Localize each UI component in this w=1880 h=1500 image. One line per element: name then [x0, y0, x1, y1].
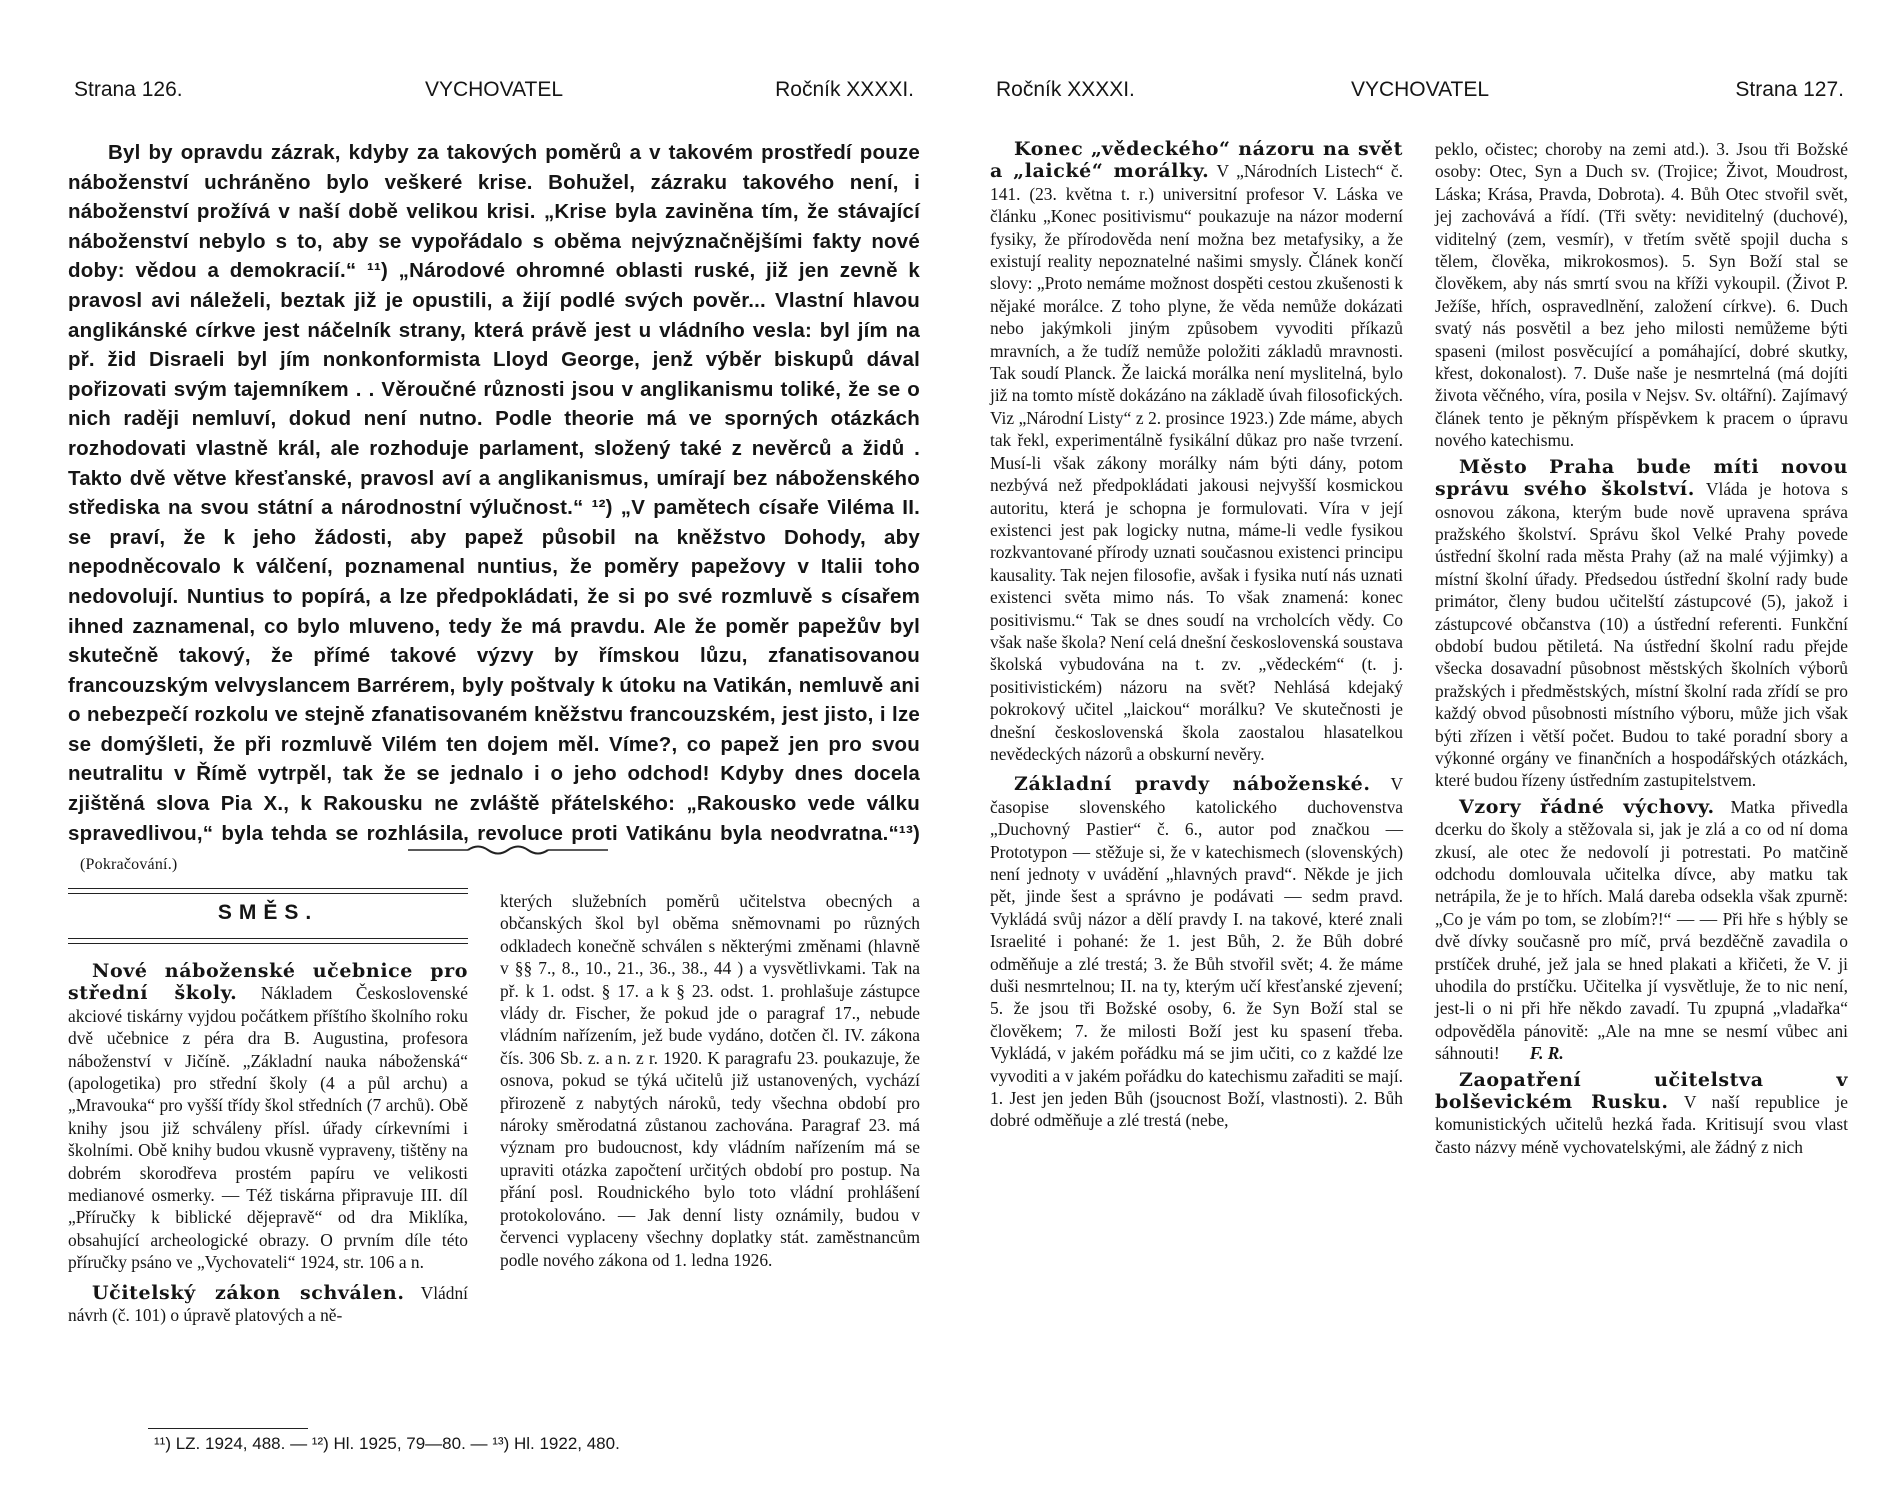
left-page-header [68, 78, 920, 106]
article-body: Vládní návrh (č. 101) o úpravě platových a ně- [68, 1282, 468, 1326]
article-title: Základní pravdy náboženské. [1014, 773, 1371, 796]
article-title: Učitelský zákon schválen. [92, 1281, 405, 1304]
article-body: Vláda je hotova s osnovou zákona, kterým bude nově upravena správa pražského školství. Správu škol Velké Prahy povede ústřední školní rada města Prahy (až na malé výjimky) a místní školní úřady. Předsedou ústřední školní rady bude primátor, členy budou učitelští zástupcové (5), jakož i zástupcové občanstva (10) a ústřední referenti. Funkční období budou pětiletá. Na ústřední školní radu přejde všecka dosavadní působnost městských školních výborů pražských i předměstských, místní školní rada zřídí se pro každý obvod působnosti místního výboru, může jich však býti zřízen i větší počet. Budou to také poradní sbory a výkonné orgány ve finančních a hospodářských otázkách, které budou řízeny ústředním zastupitelstvem. [1435, 479, 1849, 791]
article-title: Vzory řádné výchovy. [1459, 795, 1715, 818]
left-page-number: Strana 126. [74, 78, 183, 101]
intro-paragraph: Byl by opravdu zázrak, kdyby za takových poměrů a v takovém prostředí pouze náboženství uchráněno bylo veškeré krise. Bohužel, zázraku takového není, i náboženství prožívá v naší době velikou krisi. „Krise byla zaviněna tím, že stávající náboženství nebylo s to, aby se vypořádalo s oběma nejvýznačnějšími fakty nové doby: vědou a demokracií.“ ¹¹) „Národové ohromné oblasti ruské, již jen zevně k pravosl avi náleželi, beztak již je opustili, a žijí podlé svých pověr... Vlastní hlavou anglikánské církve jest náčelník strany, která právě jest u vládního vesla: byl jím na př. žid Disraeli byl jím nonkonformista Lloyd George, jenž výběr biskupů dával pořizovati svým tajemníkem . . Věroučné různosti jsou v anglikanismu toliké, že se o nich raději nemluví, dokud není nutno. Podle theorie má ve sporných otázkách rozhodovati vlastně král, ale rozhoduje parlament, složený také z nevěrců a židů . Takto dvě větve křesťanské, pravosl aví a anglikanismus, umírají bez náboženského střediska na svou státní a národnostní výlučnost.“ ¹²) „V pamětech císaře Viléma II. se praví, že k jeho žádosti, aby papež působil na kněžstvo Dohody, aby nepodněcovalo k válčení, poznamenal nuntius, že poměry papežovy v Italii toho nedovolují. Nuntius to popírá, a lze předpokládati, že si po své rozmluvě s císařem ihned zaznamenal, co bylo mluveno, tedy že má pravdu. Ale že poměr papežův byl skutečně takový, že přímé takové výzvy by římskou lůzu, zfanatisovanou francouzským velvyslancem Barrérem, byly poštvaly k útoku na Vatikán, nemluvě ani o nebezpečí rozkolu ve stejně zfanatisovaném kněžstvu francouzském, jest jisto, i lze se domýšleti, že při rozmluvě Vilém ten dojem měl. Víme?, co papež jen pro svou neutralitu v Římě vytrpěl, tak že se jednalo i o jeho odchod! Kdyby dnes docela zjištěná slova Pia X., k Rakousku ne zvláště přátelského: „Rakousko vede válku spravedlivou,“ byla tehda se rozhlásila, revoluce proti Vatikánu byla neodvratna.“¹³) [68, 141, 920, 845]
article-title: Konec „vědeckého“ názoru na svět a „laické“ morálky. [990, 138, 1403, 183]
right-page-number: Strana 127. [1735, 78, 1844, 101]
article-title: Město Praha bude míti novou správu svého školství. [1435, 455, 1848, 501]
article-title: Zaopatření učitelstva v bolševickém Rusku. [1435, 1068, 1848, 1114]
section-rule-top [68, 888, 468, 894]
right-page-header [990, 78, 1850, 106]
right-volume: Ročník XXXXI. [996, 78, 1135, 101]
right-column-2 [1435, 138, 1848, 1158]
article-body: V časopise slovenského katolického duchovenstva „Duchovný Pastier“ č. 6., autor pod značkou — Prototypon — stěžuje si, že v katechismech (slovenských) není jednoty v uvádění „hlavných pravd“. Někde je jich pět, jinde šest a správno je podávati — sedm pravd. Vykládá svůj názor a dělí pravdy I. na takové, které znali Israelité i pohané: že 1. jest Bůh, 2. že Bůh dobré odměňuje a zlé trestá; 3. že Bůh stvořil svět; 4. že máme duši nesmrtelnou; II. na ty, kterým učí křesťanské zjevení; 5. že jsou tři Božské osoby, 6. že Syn Boží stal se člověkem; 7. že milosti Boží jest ku spasení třeba. Vykládá, v jakém pořádku má se jim učiti, co z každé lze vyvoditi a v jakém pořádku do katechismu zařaditi se mají. 1. Jest jen jeden Bůh (jsoucnost Boží, vlastnosti). 2. Bůh dobré odměňuje a zlé trestá (nebe, [990, 774, 1403, 1131]
article-body: Matka přivedla dcerku do školy a stěžovala si, jak je zlá a co od ní doma zkusí, ale otec že nedovolí ji potrestati. Po matčině odchodu domlouvala učitelka dívce, aby matku tak netrápila, že je to hřích. Malá dareba odsekla však zpurně: „Co je vám po tom, se zlobím?!“ — — Při hře s hýbly se dvě dívky současně pro míč, prvá bezděčně zavadila o prstíček druhé, jež jala se hned plakati a křičeti, že V. ji uhodila do prstíčku. Učitelka jí vysvětluje, že to nic není, jest-li o ni při hře někdo zavadí. Tu zpupná „vladařka“ odpověděla pánovitě: „Ale na mne se nesmí vůbec ani sáhnouti! [1435, 796, 1848, 1064]
right-column-1 [990, 138, 1403, 1132]
article-body: V naší republice je komunistických učitelů hezká řada. Kritisují svou vlast často názvy méně vychovatelskými, ale žádný z nich [1435, 1092, 1848, 1157]
intro-paragraph-block [68, 138, 920, 880]
continuation-note: (Pokračování.) [80, 856, 178, 874]
article-body-continued: kterých služebních poměrů učitelstva obecných a občanských škol byl oběma sněmovnami po různých odkladech konečně schválen s některými změnami (hlavně v §§ 7., 8., 10., 21., 36., 38., 44 ) a vysvětlivkami. Tak na př. k 1. odst. § 17. a k § 23. odst. 1. prohlašuje zástupce vlády dr. Fischer, že pokud jde o paragraf 17., nebude vládním nařízením, jež bude vydáno, dotčen čl. IV. zákona čís. 306 Sb. z. a n. z r. 1920. K paragrafu 23. poukazuje, že osnova, pokud se týká učitelů již ustanovených, vychází přirozeně z nabytých nároků, tedy všechna období pro nároky směrodatná zůstanou zachována. Paragraf 23. má význam pro budoucnost, kdy vládním nařízením má se upraviti otázka započtení určitých období pro postup. Na přání posl. Roudnického bylo toto vládní prohlášení protokolováno. — Jak denní listy oznámily, budou v červenci vyplaceny všechny doplatky stát. zaměstnancům podle nového zákona od 1. ledna 1926. [500, 891, 920, 1270]
right-page [990, 0, 1850, 1500]
section-title: SMĚS. [217, 901, 319, 924]
right-journal-title: VYCHOVATEL [1350, 78, 1490, 101]
left-volume: Ročník XXXXI. [775, 78, 914, 101]
article-signature: F. R. [1529, 1043, 1564, 1064]
article-body: Nákladem Československé akciové tiskárny vyjdou počátkem příštího školního roku dvě učebnice z péra dra B. Augustina, profesora náboženství v Jičíně. „Základní nauka náboženská“ (apologetika) pro střední školy (4 a půl archu) a „Mravouka“ pro vyšší třídy škol středních (7 archů). Obě knihy jsou již schváleny přísl. úřady církevními i školními. Obě knihy budou vkusně vypraveny, tištěny na dobrém skorodřeva prostém papíru ve velikosti medianové osmerky. — Též tiskárna připravuje III. díl „Příručky k biblické dějepravě“ od dra Miklíka, obsahující archeologické obrazy. O prvním díle této příručky psáno ve „Vychovateli“ 1924, str. 106 a n. [68, 983, 468, 1273]
left-journal-title: VYCHOVATEL [424, 78, 564, 101]
article-title: Nové náboženské učebnice pro střední školy. [68, 960, 468, 1005]
footnote-rule [148, 1428, 308, 1429]
footnotes: ¹¹) LZ. 1924, 488. — ¹²) Hl. 1925, 79—80. — ¹³) Hl. 1922, 480. [154, 1434, 620, 1453]
left-page [68, 0, 920, 1500]
ornament-divider [408, 843, 608, 857]
left-column-1 [68, 960, 468, 1327]
article-body: V „Národních Listech“ č. 141. (23. května t. r.) universitní profesor V. Láska ve článku „Konec positivismu“ poukazuje na názor moderní fysiky, že přírodověda není možna bez metafysiky, a že existují reality nepoznatelné našimi smysly. Článek končí slovy: „Proto nemáme možnost dospěti cestou zkušenosti k nějaké morálce. Z toho plyne, že věda nemůže dokázati nebo jakýmkoli jiným způsobem vyvoditi příkazů mravních, a že tudíž nemůže položiti základů mravnosti. Tak soudí Planck. Že laická morálka není myslitelná, bylo již na tomto místě dokázáno na základě úvah filosofických. Viz „Národní Listy“ z 2. prosince 1923.) Zde máme, abych tak řekl, experimentálně fysikální důkaz pro naše tvrzení. Musí-li však zákony morálky nám býti dány, potom nezbývá než předpokládati jakousi nejvyšší kosmickou autoritu, která je schopna je formulovati. Víra v její existenci jest pak logicky nutna, máme-li vedle fysikou rozkvantované přírody uznati současnou existenci principu kausality. Tak nejen filosofie, avšak i fysika nutí nás uznati existenci světa mimo nás. To však znamená: konec positivismu.“ Tak se dnes soudí na vrcholcích vědy. Co však naše škola? Není celá dnešní československá soustava školská vybudována na t. zv. „vědeckém“ (t. j. positivistickém) názoru na svět? Nehlásá kdejaký pokrokový učitel „laickou“ morálku? Ve skutečnosti je dnešní československá škola zaostalou hlasatelkou nevědeckých názorů a obskurní nevěry. [990, 161, 1403, 764]
section-rule-bottom [68, 938, 468, 944]
article-body-continued: peklo, očistec; choroby na zemi atd.). 3. Jsou tři Božské osoby: Otec, Syn a Duch sv. (Trojice; Život, Moudrost, Láska; Krása, Pravda, Dobrota). 4. Bůh Otec stvořil svět, jej zachovává a řídí. (Tři světy: neviditelný (duchové), viditelný (zem, vesmír), v třetím světě spojil ducha s tělem, člověka, mikrokosmos). 5. Syn Boží stal se člověkem, aby nás smrtí svou na kříži vykoupil. (Život P. Ježíše, hřích, ospravedlnění, založení církve). 6. Duch svatý nás posvětil a bez jeho milosti nemůžeme býti spaseni (milost posvěcující a pomáhající, dobré skutky, křest, dokonalost). 7. Duše naše je nesmrtelná (má dojíti života věčného, víra, posila v Nejsv. Sv. oltářní). Zajímavý článek tento je pěkným příspěvkem k pracem o úpravu nového katechismu. [1435, 139, 1848, 451]
left-column-2 [500, 890, 920, 1271]
